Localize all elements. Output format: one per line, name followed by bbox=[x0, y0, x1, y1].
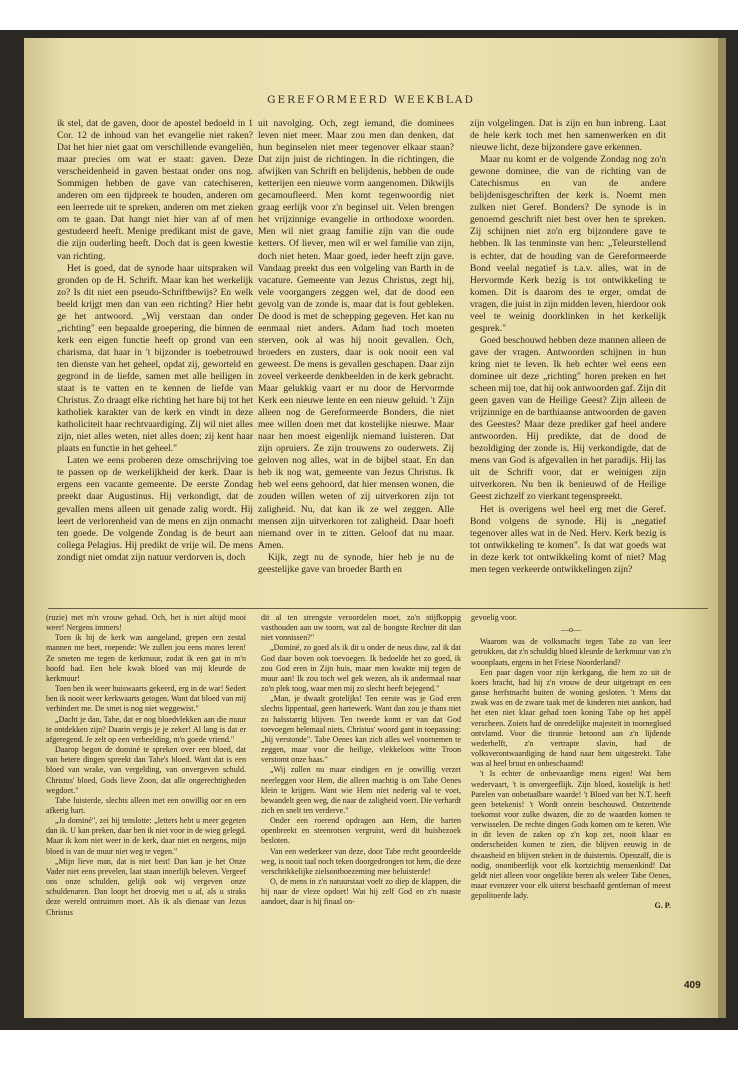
separator-mark: —o— bbox=[560, 625, 582, 635]
upper-column-3 bbox=[470, 118, 666, 576]
author-signature: G. P. bbox=[654, 901, 671, 911]
paragraph: „Ja dominé", zei hij tenslotte: „letters hebt u meer gegeten dan ik. U kan preken, daar ben ik niet voor in de wieg gelegd. Maar ik kom niet weer in de kerk, daar niet en nergens, mijn bloed is van de muur niet weg te vegen." bbox=[46, 816, 246, 856]
paragraph: Toen ben ik weer huiswaarts gekeerd, erg in de war! Sedert ben ik nooit weer kerkwaarts getogen. Want dat bloed van mij verhindert me. De smet is nog niet weggewist." bbox=[46, 684, 246, 714]
upper-column-1 bbox=[57, 118, 253, 564]
paragraph: „Wij zullen nu maar eindigen en je onwillig verzet neerleggen voor Hem, die alleen machtig is om Tabe Oenes klein te krijgen. Want wie Hem niet nederig val te voet, bewandelt geen weg, die naar de zaligheid voert. Die verhardt zich en snelt ten verderve." bbox=[261, 765, 461, 815]
paragraph: „Man, je dwaalt grotelijks! Ten eerste was je God eren slechts lippentaal, geen hartewerk. Want dan zou je thans niet zo halsstarrig blijven. Ten tweede komt er van dat God toevoegen helemaal niets. Christus' woord gant in toepassing: „hij verstonde". Tabe Oenes kan zich alles wel voornemen te zeggen, maar voor die heilige, vlekkeloos witte Troon verstomt onze baas." bbox=[261, 694, 461, 765]
paragraph: Het is overigens wel heel erg met die Geref. Bond volgens de synode. Hij is „negatief tegenover alles wat in de Ned. Herv. Kerk bezig is tot ontwikkeling te komen". Is dat wat goeds wat in deze kerk tot ontwikkeling komt of niet? Mag men tegen verkeerde ontwikkelingen zijn? bbox=[470, 503, 666, 575]
lower-column-3 bbox=[471, 613, 671, 912]
paragraph: zijn volgelingen. Dat is zijn en hun inbreng. Laat de hele kerk toch met hen samenwerken en dit nieuwe licht, deze bijzondere gave erkennen. bbox=[470, 118, 666, 154]
page-number: 409 bbox=[684, 980, 701, 991]
paragraph: 't Is echter de onbevaardige mens eigen! Wat hem wedervaart, 't is onvergeeflijk. Zijn bloed, kostelijk is het! Parelen van onbetaalbare waarde! 't Bloed van het N.T. heeft geen betekenis! 't Wordt onrein beschouwd. Ontzettende toekomst voor zulke dwazen, die zo de waarden komen te verwisselen. De rechte dingen Gods komen om te keren. Wie in dit leven de zaken op z'n kop zet, nooit klaar en onderscheiden komen te zien, die blijven eeuwig in de dwaasheid en blijven steken in de duisternis. Openzalf, die is nodig, onontbeerlijk voor elk kortzichtig mensenkind! Dat geldt niet alleen voor ongelikte beren als weleer Tabe Oenes, maar evenzeer voor elk uiterst beschaafd gentleman of meest gepolitoerde lady. bbox=[471, 769, 671, 901]
lower-column-2 bbox=[261, 613, 461, 908]
paragraph: Tabe luisterde, slechts alleen met een onwillig oor en een afkerig hart. bbox=[46, 795, 246, 815]
paragraph: Van een wederkeer van deze, door Tabe recht geoordeelde weg, is nooit taal noch teken doorgedrongen tot hem, die deze verschrikkelijke zielsontboezeming mee beluisterde! bbox=[261, 846, 461, 876]
paragraph: Het is goed, dat de synode haar uitspraken wil gronden op de H. Schrift. Maar kan het werkelijk zo? Is dit niet een pseudo-Schriftbewijs? En welk beeld krijgt men dan van een richting? Hier hebt ge het antwoord. „Wij verstaan dan onder „richting" een bepaalde groepering, die binnen de kerk een eigen functie heeft op grond van een charisma, dat haar in 't bijzonder is toebetrouwd ten dienste van het geheel, opdat zij, geworteld en gegrond in de liefde, samen met alle heiligen in staat is te vatten en te kennen de liefde van Christus. Zo draagt elke richting het hare bij tot het katholiek karakter van de kerk en vindt in deze katholiciteit haar rechtvaardiging. Zij wil niet alles zijn, niet alles weten, niet alles doen; zij kent haar plaats en functie in het geheel." bbox=[57, 262, 253, 455]
paragraph: Onder een roerend opdragen aan Hem, die harten openbreekt en steenrotsen vergruist, werd dit huisbezoek besloten. bbox=[261, 816, 461, 846]
paragraph: gevoelig voor. bbox=[471, 613, 518, 622]
paragraph: ik stel, dat de gaven, door de apostel bedoeld in 1 Cor. 12 de inhoud van het evangelie niet raken? Dat het hier niet gaat om verschillende evangeliën, maar precies om wat er staat: gaven. Deze verscheidenheid in gaven bestaat onder ons nog. Sommigen hebben de gave van catechiseren, anderen om een tijdpreek te houden, anderen om een leerrede uit te spreken, anderen om met zieken om te gaan. Dat hangt niet hier van af of men gestudeerd heeft. Menige predikant mist de gave, die zijn ouderling heeft. Doch dat is geen kwestie van richting. bbox=[57, 118, 253, 262]
lower-column-1 bbox=[46, 613, 246, 918]
paragraph: Waarom was de volksmacht tegen Tabe zo van leer getrokken, dat z'n schuldig bloed kleurde de kerkmuur van z'n woonplaats, ergens in het Friese Noorderland? bbox=[471, 637, 671, 667]
paragraph: Daarop begon de dominé te spreken over een bloed, dat van betere dingen spreekt dan Tabe's bloed. Want dat is een bloed van wrake, van vergelding, van onvergeven schuld. Christus' bloed, Gods lieve Zoon, dat alle ongerechtigheden wegdoet." bbox=[46, 745, 246, 795]
paragraph: Kijk, zegt nu de synode, hier heb je nu de geestelijke gave van broeder Barth en bbox=[258, 551, 454, 575]
paragraph: Laten we eens proberen deze omschrijving toe te passen op de werkelijkheid der kerk. Daar is ergens een vacante gemeente. De eerste Zondag preekt daar Augustinus. Hij verkondigt, dat de gevallen mens alleen uit genade zalig wordt. Hij leert de verlorenheid van de mens en zijn onmacht ten goede. De volgende Zondag is de beurt aan collega Pelagius. Hij predikt de vrije wil. De mens zondigt niet omdat zijn natuur verdorven is, doch bbox=[57, 455, 253, 563]
running-header: GEREFORMEERD WEEKBLAD bbox=[267, 94, 475, 106]
paragraph: O, de mens in z'n natuurstaat voelt zo diep de klappen, die hij naar de vleze opdoet! Wat hij zelf God en z'n naaste aandoet, daar is hij finaal on- bbox=[261, 877, 461, 907]
paragraph: Maar nu komt er de volgende Zondag nog zo'n gewone dominee, die van de richting van de Catechismus en van de andere belijdenisgeschriften der kerk is. Noemt men zulken niet Geref. Bonders? De synode is in genoemd geschrift niet best over hen te spreken. Zij schijnen niet zo'n erg bijzondere gave te hebben. Ik las tenminste van hen: „Teleurstellend is echter, dat de houding van de Gereformeerde Bond veelal negatief is t.a.v. alles, wat in de Hervormde Kerk bezig is tot ontwikkeling te komen. Dit is daarom des te erger, omdat de vragen, die juist in zijn midden leven, hierdoor ook veel te weinig doorklinken in het kerkelijk gesprek." bbox=[470, 154, 666, 334]
page-edge bbox=[718, 38, 726, 1018]
paragraph: Toen ik bij de kerk was aangeland, grepen een zestal mannen me beet, roepende: We zullen jou eens mores leren! Ze smeten me tegen de kerkmuur, zodat ik een gat in m'n hoofd had. Een hele kwak bloed van mij kleurde de kerkmuur! bbox=[46, 633, 246, 683]
paragraph: „Dacht je dan, Tabe, dat er nog bloedvlekken aan die muur te ontdekken zijn? Daarin vergis je je zeker! Al lang is dat er afgeregend. Je zelt op een verbeelding, m'n goede vriend." bbox=[46, 714, 246, 744]
paragraph: (ruzie) met m'n vrouw gehad. Och, het is niet altijd mooi weer! Nergens immers! bbox=[46, 613, 246, 633]
section-divider bbox=[48, 608, 708, 609]
magazine-page bbox=[24, 38, 718, 1018]
paragraph: Goed beschouwd hebben deze mannen alleen de gave der vragen. Antwoorden schijnen in hun kring niet te leven. Ik heb echter wel eens een dominee uit deze „richting" horen preken en het scheen mij toe, dat hij ook antwoorden gaf. Zijn dit geen gaven van de Heilige Geest? Zijn alleen de vrijzinnige en de barthiaanse antwoorden de gaven des Geestes? Maar deze prediker gaf heel andere antwoorden. Hij predikte, dat de dood de bezoldiging der zonde is. Hij verkondigde, dat de mens van God is afgevallen in het paradijs. Hij las uit de Schrift voor, dat er weinigen zijn uitverkoren. Nu ben ik benieuwd of de Heilige Geest zichzelf zo vierkant tegenspreekt. bbox=[470, 334, 666, 503]
paragraph: Een paar dagen voor zijn kerkgang, die hem zo uit de koers bracht, had hij z'n vrouw de deur uitgetrapt en een ganse herfstnacht buiten de woning gesloten. 't Mens dat zwak was en de zware taak met de kinderen niet aankon, had het eten niet klaar gehad toen koning Tabe op het appèl verscheen. Zoiets had de onredelijke majesteit in toornegloed ontvlamd. Voor die tirannie betoond aan z'n lijdende wederhelft, z'n vertrapte slavin, had de volksverontwaardiging de hand naar hem uitgestrekt. Tabe was al heel bruut en onbeschaamd! bbox=[471, 667, 671, 769]
paragraph: dit al ten strengste veroordelen moet, zo'n stijfkoppig vasthouden aan uw toorn, wat zal de hoogste Rechter dit dan niet vonnissen?" bbox=[261, 613, 461, 643]
paragraph: „Mijn lieve man, dat is niet best! Dan kan je het Onze Vader niet eens prevelen, laat staan innerlijk beleven. Vergeef ons onze schulden, gelijk ook wij vergeven onze schuldenaren. Dan loopt het droevig met u af, als u straks deze wereld ontruimen moet. Als ik als dienaar van Jezus Christus bbox=[46, 856, 246, 917]
paragraph: „Dominé, zo goed als ik dit u onder de neus duw, zal ik dat God daar boven ook toevoegen. Ik bedoelde het zo goed, ik zou God eren in Zijn huis, maar men kwakte mij tegen de muur aan! Ik zou toch wel gek wezen, als ik andermaal naar zo'n plek toog, waar men mij zo slecht heeft bejegend." bbox=[261, 643, 461, 694]
paragraph: uit navolging. Och, zegt iemand, die dominees leven niet meer. Maar zou men dan denken, dat hun beginselen niet meer tegenover elkaar staan? Dat zijn juist de richtingen. In die richtingen, die afwijken van Schrift en belijdenis, hebben de oude ketterijen een nieuwe vorm aangenomen. Dikwijls gecamoufleerd. Men komt tegenwoordig niet graag eerlijk voor z'n beginsel uit. Velen brengen het vrijzinnige evangelie in orthodoxe woorden. Men wil niet graag familie zijn van die oude ketters. Of liever, men wil er wel familie van zijn, doch niet heten. Maar goed, ieder heeft zijn gave. Vandaag preekt dus een volgeling van Barth in de vacature. Gemeente van Jezus Christus, zegt hij, vele voorgangers zeggen wel, dat de dood een gevolg van de zonde is, maar dat is fout gebleken. De dood is met de schepping gegeven. Het kan nu eenmaal niet anders. Adam had toch moeten sterven, ook al was hij nooit gevallen. Och, broeders en zusters, daar is ook nooit een val geweest. De mens is gevallen geschapen. Daar zijn zoveel verkeerde denkbeelden in de kerk gebracht. Maar gelukkig vaart er nu door de Hervormde Kerk een nieuwe lente en een nieuw geluid. 't Zijn alleen nog de Gereformeerde Bonders, die niet mee willen doen met dat kostelijke nieuwe. Maar naar hen moest eigenlijk niemand luisteren. Dat zijn opruiers. Ze zijn trouwens zo ouderwets. Zij geloven nog alles, wat in de bijbel staat. En dan heb ik nog wat, gemeente van Jezus Christus. Ik heb wel eens gehoord, dat hier mensen wonen, die zouden willen weten of zij uitverkoren zijn tot zaligheid. Nu, dat kan ik ze wel zeggen. Alle mensen zijn uitverkoren tot zaligheid. Daar hoeft niemand over in te zitten. Geloof dat nu maar. Amen. bbox=[258, 118, 454, 551]
upper-column-2 bbox=[258, 118, 454, 576]
